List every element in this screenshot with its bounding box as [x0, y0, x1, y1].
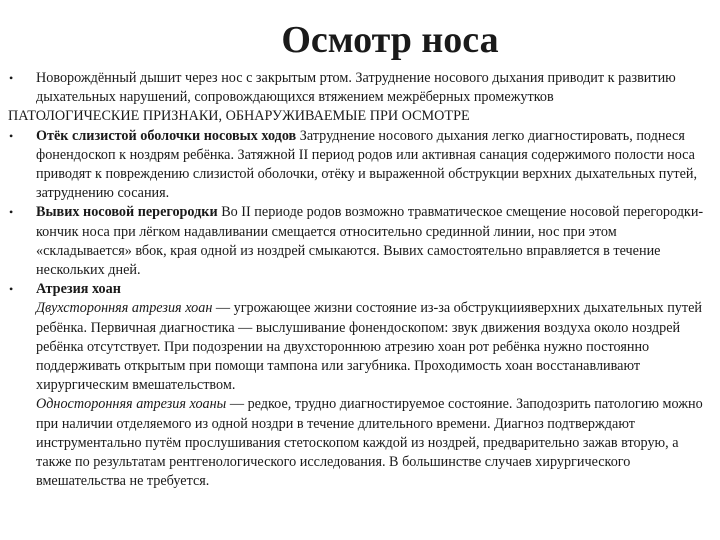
item-text: Во II периоде родов возможно травматическое смещение носовой перегородки- кончик носа при лёгком надавливании смещается относительно срединной линии, нос при этом «складывается» вбок, края одной из ноздрей смыкаются. Вывих самостоятельно вправляется в течение нескольких дней. — [36, 204, 704, 279]
para-text: — редкое, трудно диагностируемое состояние. Заподозрить патологию можно при наличии отделяемого из одной ноздри в течение длительного времени. Диагноз подтверждают инструментально путём прослушивания стетоскопом каждой из ноздрей, предварительно зажав вторую, а также по результатам рентгенологического исследования. В большинстве случаев хирургического вмешательства не требуется. — [36, 396, 703, 490]
item-septum-dislocation — [0, 203, 720, 280]
bullet-mark: • — [9, 205, 14, 220]
item-term: Атрезия хоан — [36, 281, 121, 298]
para-term: Односторонняя атрезия хоаны — [36, 396, 227, 413]
item-text: Затруднение носового дыхания легко диагностировать, поднеся фонендоскоп к ноздрям ребёнка. Затяжной II период родов или активная санация содержимого полости носа приводят к повреждению слизистой оболочки, отёку и выраженной обструкции верхних дыхательных путей, затруднению сосания. — [36, 127, 698, 202]
para-text: — угрожающее жизни состояние из-за обструкциияверхних дыхательных путей ребёнка. Первичная диагностика — выслушивание фонендоскопом: звук движения воздуха около ноздрей ребёнка отсутствует. При подозрении на двухстороннюю атрезию хоан рот ребёнка нужно постоянно поддерживать открытым при помощи тампона или загубника. Проходимость хоан восстанавливают хирургическим вмешательством. — [36, 300, 702, 394]
slide-content — [0, 69, 720, 491]
bilateral-atresia-paragraph — [0, 299, 720, 395]
bullet-mark: • — [9, 282, 14, 297]
item-term: Вывих носовой перегородки — [36, 204, 218, 221]
unilateral-atresia-paragraph — [0, 395, 720, 491]
section-heading: ПАТОЛОГИЧЕСКИЕ ПРИЗНАКИ, ОБНАРУЖИВАЕМЫЕ ПРИ ОСМОТРЕ — [8, 108, 470, 125]
item-mucosa-edema — [0, 127, 720, 204]
slide-title: Осмотр носа — [281, 19, 499, 61]
bullet-mark: • — [9, 128, 14, 143]
intro-bullet — [0, 69, 720, 107]
item-choanal-atresia — [0, 280, 720, 299]
para-term: Двухсторонняя атрезия хоан — [36, 300, 213, 317]
bullet-mark: • — [9, 71, 14, 85]
intro-text: Новорождённый дышит через нос с закрытым ртом. Затруднение носового дыхания приводит к развитию дыхательных нарушений, сопровождающихся втяжением межрёберных промежутков — [36, 70, 676, 106]
item-term: Отёк слизистой оболочки носовых ходов — [36, 127, 297, 144]
